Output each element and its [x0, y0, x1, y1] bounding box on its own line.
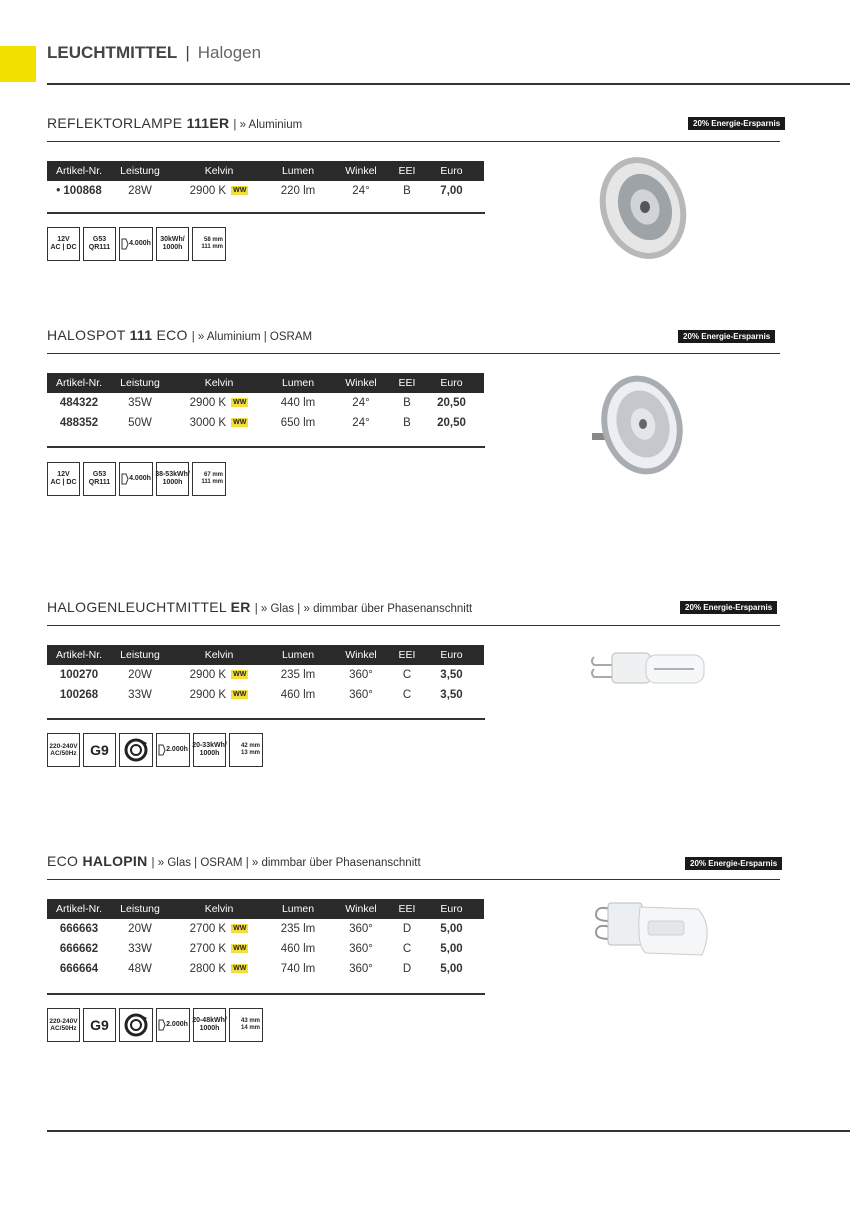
spec-table [47, 899, 484, 979]
col-header: Kelvin [169, 373, 269, 393]
table-row [47, 959, 484, 979]
energy-saving-badge: 20% Energie-Ersparnis [688, 117, 785, 130]
table-header-row [47, 899, 484, 919]
energy-consumption-icon: 20-48kWh/ 1000h [193, 1008, 226, 1042]
socket-icon: G53 QR111 [83, 462, 116, 496]
col-header: Kelvin [169, 645, 269, 665]
eei: C [402, 689, 412, 701]
table-header-row [47, 373, 484, 393]
header-subcategory: Halogen [197, 43, 262, 62]
section-rule [47, 625, 780, 626]
price: 3,50 [440, 669, 463, 681]
title-bold-part: 111 [129, 327, 153, 343]
table-row [47, 665, 484, 685]
warm-white-badge: WW [233, 691, 247, 699]
voltage-icon: 220-240V AC/50Hz [47, 733, 80, 767]
warm-white-badge: WW [233, 965, 247, 973]
dimensions-icon [229, 1008, 263, 1042]
eei: B [403, 397, 411, 409]
power: 33W [128, 943, 152, 955]
col-header: Leistung [111, 161, 169, 181]
col-header: Lumen [269, 899, 327, 919]
section-meta: | » Glas | OSRAM | » dimmbar über Phasenanschnitt [151, 857, 421, 869]
article-number: 100268 [59, 689, 99, 701]
power: 50W [128, 417, 152, 429]
bulb-icon [158, 743, 166, 757]
col-header: Leistung [111, 899, 169, 919]
col-header: Artikel-Nr. [47, 161, 111, 181]
reflector-lamp-image [593, 153, 689, 271]
lumen: 650 lm [280, 417, 316, 429]
spec-icons [47, 1008, 263, 1042]
eei: D [402, 963, 412, 975]
angle: 24° [352, 397, 370, 409]
col-header: EEI [395, 899, 419, 919]
angle: 360° [349, 923, 373, 935]
spec-icons [47, 227, 226, 261]
table-rule [47, 212, 485, 214]
table-header-row [47, 161, 484, 181]
header-rule [47, 83, 850, 85]
angle: 360° [349, 689, 373, 701]
kelvin: 2700 K [189, 943, 227, 955]
table-rule [47, 718, 485, 720]
energy-saving-badge: 20% Energie-Ersparnis [678, 330, 775, 343]
energy-saving-badge: 20% Energie-Ersparnis [680, 601, 777, 614]
warm-white-badge: WW [233, 925, 247, 933]
dimension-length: 43 mm [240, 1018, 260, 1025]
bulb-icon [121, 472, 129, 486]
col-header: Artikel-Nr. [47, 373, 111, 393]
lifetime-icon [156, 733, 190, 767]
col-header: Euro [419, 161, 484, 181]
dimensions-icon [229, 733, 263, 767]
power: 20W [128, 669, 152, 681]
article-number: 666662 [59, 943, 99, 955]
dimension-diameter: 111 mm [201, 244, 223, 250]
kelvin-cell [169, 665, 269, 685]
dimmable-icon [119, 733, 153, 767]
table-row [47, 939, 484, 959]
spec-table [47, 645, 484, 705]
dimmer-icon [123, 1012, 149, 1038]
kelvin: 2800 K [189, 963, 227, 975]
spec-icons [47, 733, 263, 767]
dimension-diameter: 14 mm [240, 1025, 260, 1031]
lifetime-icon [119, 462, 153, 496]
power: 35W [128, 397, 152, 409]
energy-saving-badge: 20% Energie-Ersparnis [685, 857, 782, 870]
kelvin: 2700 K [189, 923, 227, 935]
title-part: REFLEKTORLAMPE [47, 115, 187, 131]
lifetime-value: 2.000h [166, 1020, 188, 1028]
section-meta: | » Aluminium [233, 119, 303, 131]
price: 5,00 [440, 963, 463, 975]
section-meta: | » Glas | » dimmbar über Phasenanschnitt [254, 603, 473, 615]
article-number: 100270 [59, 669, 99, 681]
kelvin-cell [169, 685, 269, 705]
section-title [47, 853, 421, 869]
eei: D [402, 923, 412, 935]
col-header: Leistung [111, 645, 169, 665]
eei: C [402, 943, 412, 955]
table-row [47, 685, 484, 705]
price: 7,00 [440, 185, 463, 197]
lumen: 440 lm [280, 397, 316, 409]
socket-label: G9 [90, 741, 109, 758]
g9-bulb-image [590, 639, 720, 699]
col-header: EEI [395, 645, 419, 665]
title-part: ECO [47, 853, 83, 869]
kelvin-cell [169, 181, 269, 201]
power: 28W [128, 185, 152, 197]
price: 5,00 [440, 923, 463, 935]
article-number: 666663 [59, 923, 99, 935]
dimension-length: 58 mm [203, 237, 223, 244]
price: 5,00 [440, 943, 463, 955]
kelvin: 3000 K [189, 417, 227, 429]
title-bold-part: HALOPIN [82, 853, 148, 869]
lifetime-value: 4.000h [129, 474, 151, 482]
col-header: Winkel [327, 645, 395, 665]
section-meta: | » Aluminium | OSRAM [191, 331, 313, 343]
article-number: • 100868 [56, 185, 102, 197]
angle: 24° [352, 417, 370, 429]
angle: 24° [352, 185, 370, 197]
col-header: Leistung [111, 373, 169, 393]
warm-white-badge: WW [233, 419, 247, 427]
eei: B [403, 417, 411, 429]
col-header: Winkel [327, 899, 395, 919]
col-header: Lumen [269, 161, 327, 181]
socket-icon: G53 QR111 [83, 227, 116, 261]
section-title [47, 115, 302, 131]
spec-icons [47, 462, 226, 496]
table-rule [47, 993, 485, 995]
table-row [47, 393, 484, 413]
table-header-row [47, 645, 484, 665]
page-header [47, 43, 261, 63]
lumen: 740 lm [280, 963, 316, 975]
article-number: 666664 [59, 963, 99, 975]
lumen: 460 lm [280, 689, 316, 701]
title-part: HALOSPOT [47, 327, 130, 343]
lifetime-value: 4.000h [129, 239, 151, 247]
angle: 360° [349, 669, 373, 681]
col-header: Artikel-Nr. [47, 899, 111, 919]
title-part: ECO [152, 327, 188, 343]
kelvin-cell [169, 959, 269, 979]
table-row [47, 919, 484, 939]
energy-consumption-icon: 30kWh/ 1000h [156, 227, 189, 261]
col-header: EEI [395, 161, 419, 181]
table-rule [47, 446, 485, 448]
kelvin: 2900 K [189, 397, 227, 409]
col-header: Lumen [269, 645, 327, 665]
dimensions-icon [192, 462, 226, 496]
halopin-bulb-image [590, 897, 720, 973]
col-header: Lumen [269, 373, 327, 393]
section-title [47, 599, 472, 615]
bulb-icon [158, 1018, 166, 1032]
energy-consumption-icon: 38-53kWh/ 1000h [156, 462, 189, 496]
angle: 360° [349, 963, 373, 975]
lumen: 220 lm [280, 185, 316, 197]
col-header: Winkel [327, 161, 395, 181]
power: 33W [128, 689, 152, 701]
lumen: 235 lm [280, 669, 316, 681]
spec-table [47, 373, 484, 433]
eei: C [402, 669, 412, 681]
voltage-icon: 12V AC | DC [47, 462, 80, 496]
col-header: Artikel-Nr. [47, 645, 111, 665]
eei: B [403, 185, 411, 197]
yellow-tab-marker [0, 46, 36, 82]
col-header: Kelvin [169, 899, 269, 919]
warm-white-badge: WW [233, 945, 247, 953]
title-part: HALOGENLEUCHTMITTEL [47, 599, 231, 615]
lifetime-icon [119, 227, 153, 261]
kelvin-cell [169, 393, 269, 413]
dimmer-icon [123, 737, 149, 763]
title-bold-part: ER [230, 599, 251, 615]
warm-white-badge: WW [233, 187, 247, 195]
dimension-length: 67 mm [203, 472, 223, 479]
spec-table [47, 161, 484, 201]
kelvin: 2900 K [189, 185, 227, 197]
header-separator: | [185, 43, 190, 62]
col-header: Euro [419, 373, 484, 393]
power: 20W [128, 923, 152, 935]
socket-icon [83, 1008, 116, 1042]
col-header: Kelvin [169, 161, 269, 181]
section-rule [47, 141, 780, 142]
article-number: 488352 [59, 417, 99, 429]
dimensions-icon [192, 227, 226, 261]
price: 20,50 [437, 417, 466, 429]
dimension-length: 42 mm [240, 743, 260, 750]
kelvin: 2900 K [189, 669, 227, 681]
kelvin-cell [169, 413, 269, 433]
price: 3,50 [440, 689, 463, 701]
socket-label: G9 [90, 1016, 109, 1033]
article-number: 484322 [59, 397, 99, 409]
voltage-icon: 220-240V AC/50Hz [47, 1008, 80, 1042]
socket-icon [83, 733, 116, 767]
kelvin-cell [169, 919, 269, 939]
kelvin: 2900 K [189, 689, 227, 701]
halospot-lamp-image [590, 367, 686, 482]
price: 20,50 [437, 397, 466, 409]
power: 48W [128, 963, 152, 975]
col-header: EEI [395, 373, 419, 393]
dimension-diameter: 111 mm [201, 479, 223, 485]
energy-consumption-icon: 20-33kWh/ 1000h [193, 733, 226, 767]
warm-white-badge: WW [233, 671, 247, 679]
col-header: Euro [419, 645, 484, 665]
table-row [47, 181, 484, 201]
footer-rule [47, 1130, 850, 1132]
bulb-icon [121, 237, 129, 251]
voltage-icon: 12V AC | DC [47, 227, 80, 261]
lumen: 460 lm [280, 943, 316, 955]
dimmable-icon [119, 1008, 153, 1042]
header-category: LEUCHTMITTEL [47, 43, 178, 62]
warm-white-badge: WW [233, 399, 247, 407]
dimension-diameter: 13 mm [240, 750, 260, 756]
lumen: 235 lm [280, 923, 316, 935]
lifetime-icon [156, 1008, 190, 1042]
table-row [47, 413, 484, 433]
section-rule [47, 353, 780, 354]
col-header: Winkel [327, 373, 395, 393]
col-header: Euro [419, 899, 484, 919]
title-bold-part: 111ER [186, 115, 230, 131]
kelvin-cell [169, 939, 269, 959]
angle: 360° [349, 943, 373, 955]
lifetime-value: 2.000h [166, 745, 188, 753]
section-rule [47, 879, 780, 880]
section-title [47, 327, 312, 343]
